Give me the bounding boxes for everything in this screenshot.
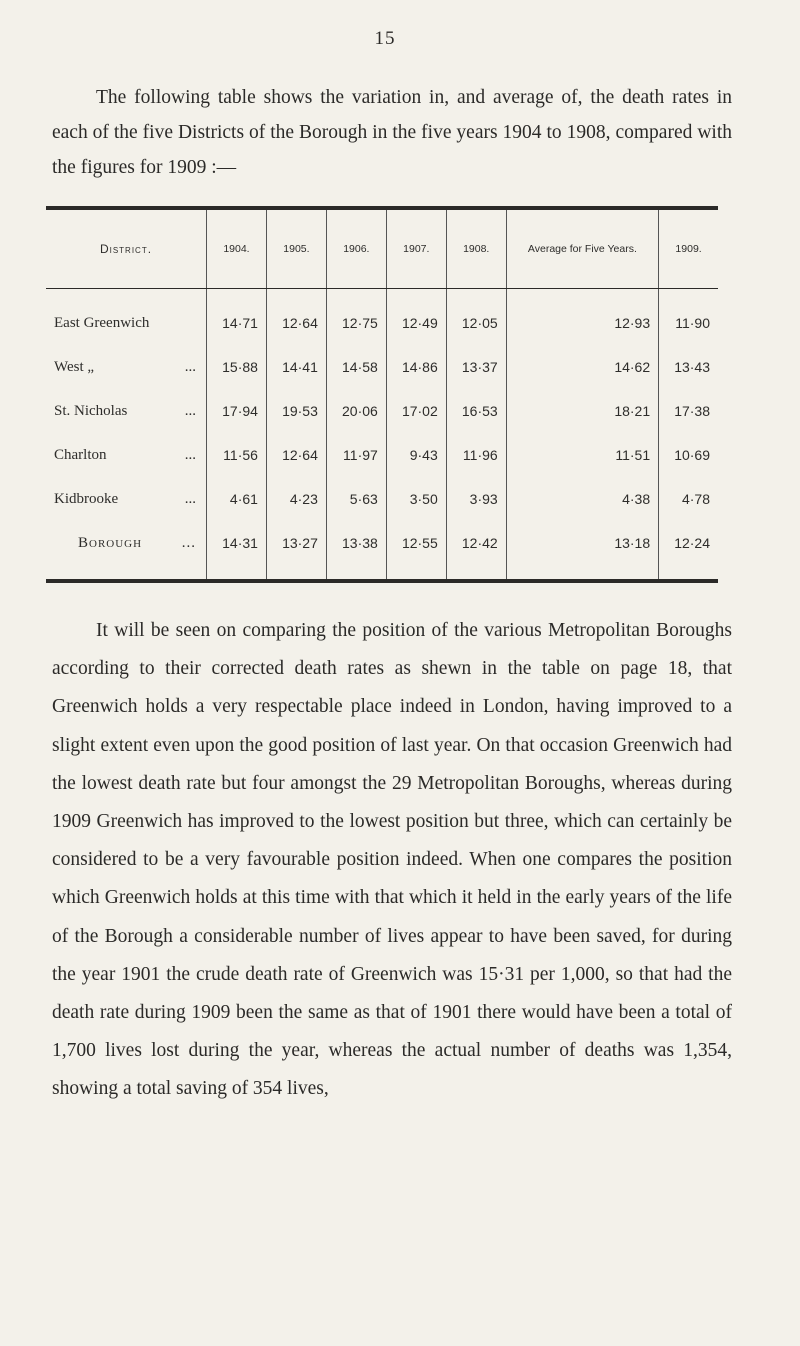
district-cell <box>46 389 207 433</box>
rate-cell: 12·55 <box>386 521 446 581</box>
column-header-1906: 1906. <box>326 208 386 289</box>
rate-cell: 14·41 <box>266 345 326 389</box>
rate-cell: 13·27 <box>266 521 326 581</box>
table-row <box>46 289 718 346</box>
average-cell: 14·62 <box>506 345 658 389</box>
district-name: Charlton <box>54 446 107 463</box>
intro-paragraph: The following table shows the variation in, and average of, the death rates in each of the five Districts of the Borough in the five years 1904 to 1908, compared with the figures for 1909 :— <box>52 87 732 178</box>
rate-cell: 13·38 <box>326 521 386 581</box>
rate-cell: 12·75 <box>326 289 386 346</box>
column-header-1904: 1904. <box>207 208 267 289</box>
rate-cell: 12·24 <box>674 535 710 551</box>
rate-cell: 12·64 <box>266 289 326 346</box>
rate-cell: 13·43 <box>674 359 710 375</box>
district-name: St. Nicholas <box>54 402 128 419</box>
rate-cell: 4·23 <box>266 477 326 521</box>
table-body <box>46 289 718 582</box>
district-name: West „ <box>54 358 95 375</box>
rate-cell: 19·53 <box>266 389 326 433</box>
leader-dots: ... <box>181 534 196 551</box>
district-cell <box>46 345 207 389</box>
average-cell: 12·93 <box>506 289 658 346</box>
rate-cell: 3·93 <box>446 477 506 521</box>
rate-cell: 3·50 <box>386 477 446 521</box>
rate-cell: 14·71 <box>207 289 267 346</box>
rate-cell: 20·06 <box>326 389 386 433</box>
average-cell: 13·18 <box>506 521 658 581</box>
rate-cell: 14·86 <box>386 345 446 389</box>
column-header-1909: 1909. <box>659 208 718 289</box>
leader-dots: ... <box>184 358 196 375</box>
rate-cell: 4·78 <box>681 491 710 507</box>
rate-cell: 14·58 <box>326 345 386 389</box>
rate-cell: 17·94 <box>207 389 267 433</box>
rate-cell: 11·90 <box>675 315 710 331</box>
table-row <box>46 433 718 477</box>
column-header-1908: 1908. <box>446 208 506 289</box>
district-cell <box>46 521 207 581</box>
district-cell <box>46 477 207 521</box>
leader-dots: ... <box>184 402 196 419</box>
rate-cell: 12·49 <box>386 289 446 346</box>
district-name: Borough <box>78 534 143 551</box>
rate-cell: 14·31 <box>207 521 267 581</box>
leader-dots: ... <box>184 490 196 507</box>
rate-cell: 5·63 <box>326 477 386 521</box>
district-name: East Greenwich <box>54 314 150 331</box>
column-header-average: Average for Five Years. <box>506 208 658 289</box>
rate-cell: 11·96 <box>446 433 506 477</box>
district-cell <box>46 433 207 477</box>
average-cell: 4·38 <box>506 477 658 521</box>
death-rates-table <box>46 206 718 583</box>
rate-cell: 9·43 <box>386 433 446 477</box>
rate-cell: 11·97 <box>326 433 386 477</box>
rate-cell: 13·37 <box>446 345 506 389</box>
table-row-borough-total <box>46 521 718 581</box>
district-name: Kidbrooke <box>54 490 119 507</box>
header-row <box>46 208 718 289</box>
rate-cell: 11·56 <box>207 433 267 477</box>
body-paragraph: It will be seen on comparing the position of the various Metropolitan Boroughs according to their corrected death rates as shewn in the table on page 18, that Greenwich holds a very respectable place indeed in London, having improved to a slight extent even upon the good position of last year. On that occasion Greenwich had the lowest death rate but four amongst the 29 Metropolitan Boroughs, whereas during 1909 Greenwich has improved to the lowest position but three, which can certainly be considered to be a very favourable position indeed. When one compares the position which Greenwich holds at this time with that which it held in the early years of the life of the Borough a considerable number of lives appear to have been saved, for during the year 1901 the crude death rate of Greenwich was 15·31 per 1,000, so that had the death rate during 1909 been the same as that of 1901 there would have been a total of 1,700 lives lost during the year, whereas the actual number of deaths was 1,354, showing a total saving of 354 lives, <box>52 620 732 1100</box>
table-row <box>46 345 718 389</box>
rate-cell: 17·02 <box>386 389 446 433</box>
rate-cell: 17·38 <box>674 403 710 419</box>
rate-cell: 15·88 <box>207 345 267 389</box>
death-rates-table-container <box>46 206 718 583</box>
rate-cell: 12·42 <box>446 521 506 581</box>
table-row <box>46 477 718 521</box>
rate-cell: 4·61 <box>207 477 267 521</box>
page-number: 15 <box>374 28 396 49</box>
table-header <box>46 208 718 289</box>
rate-cell: 16·53 <box>446 389 506 433</box>
average-cell: 11·51 <box>506 433 658 477</box>
column-header-district: District. <box>46 208 207 289</box>
rate-cell: 10·69 <box>674 447 710 463</box>
rate-cell: 12·64 <box>266 433 326 477</box>
rate-cell: 12·05 <box>446 289 506 346</box>
average-cell: 18·21 <box>506 389 658 433</box>
column-header-1907: 1907. <box>386 208 446 289</box>
column-header-1905: 1905. <box>266 208 326 289</box>
table-row <box>46 389 718 433</box>
district-cell <box>46 289 207 346</box>
leader-dots: ... <box>184 446 196 463</box>
